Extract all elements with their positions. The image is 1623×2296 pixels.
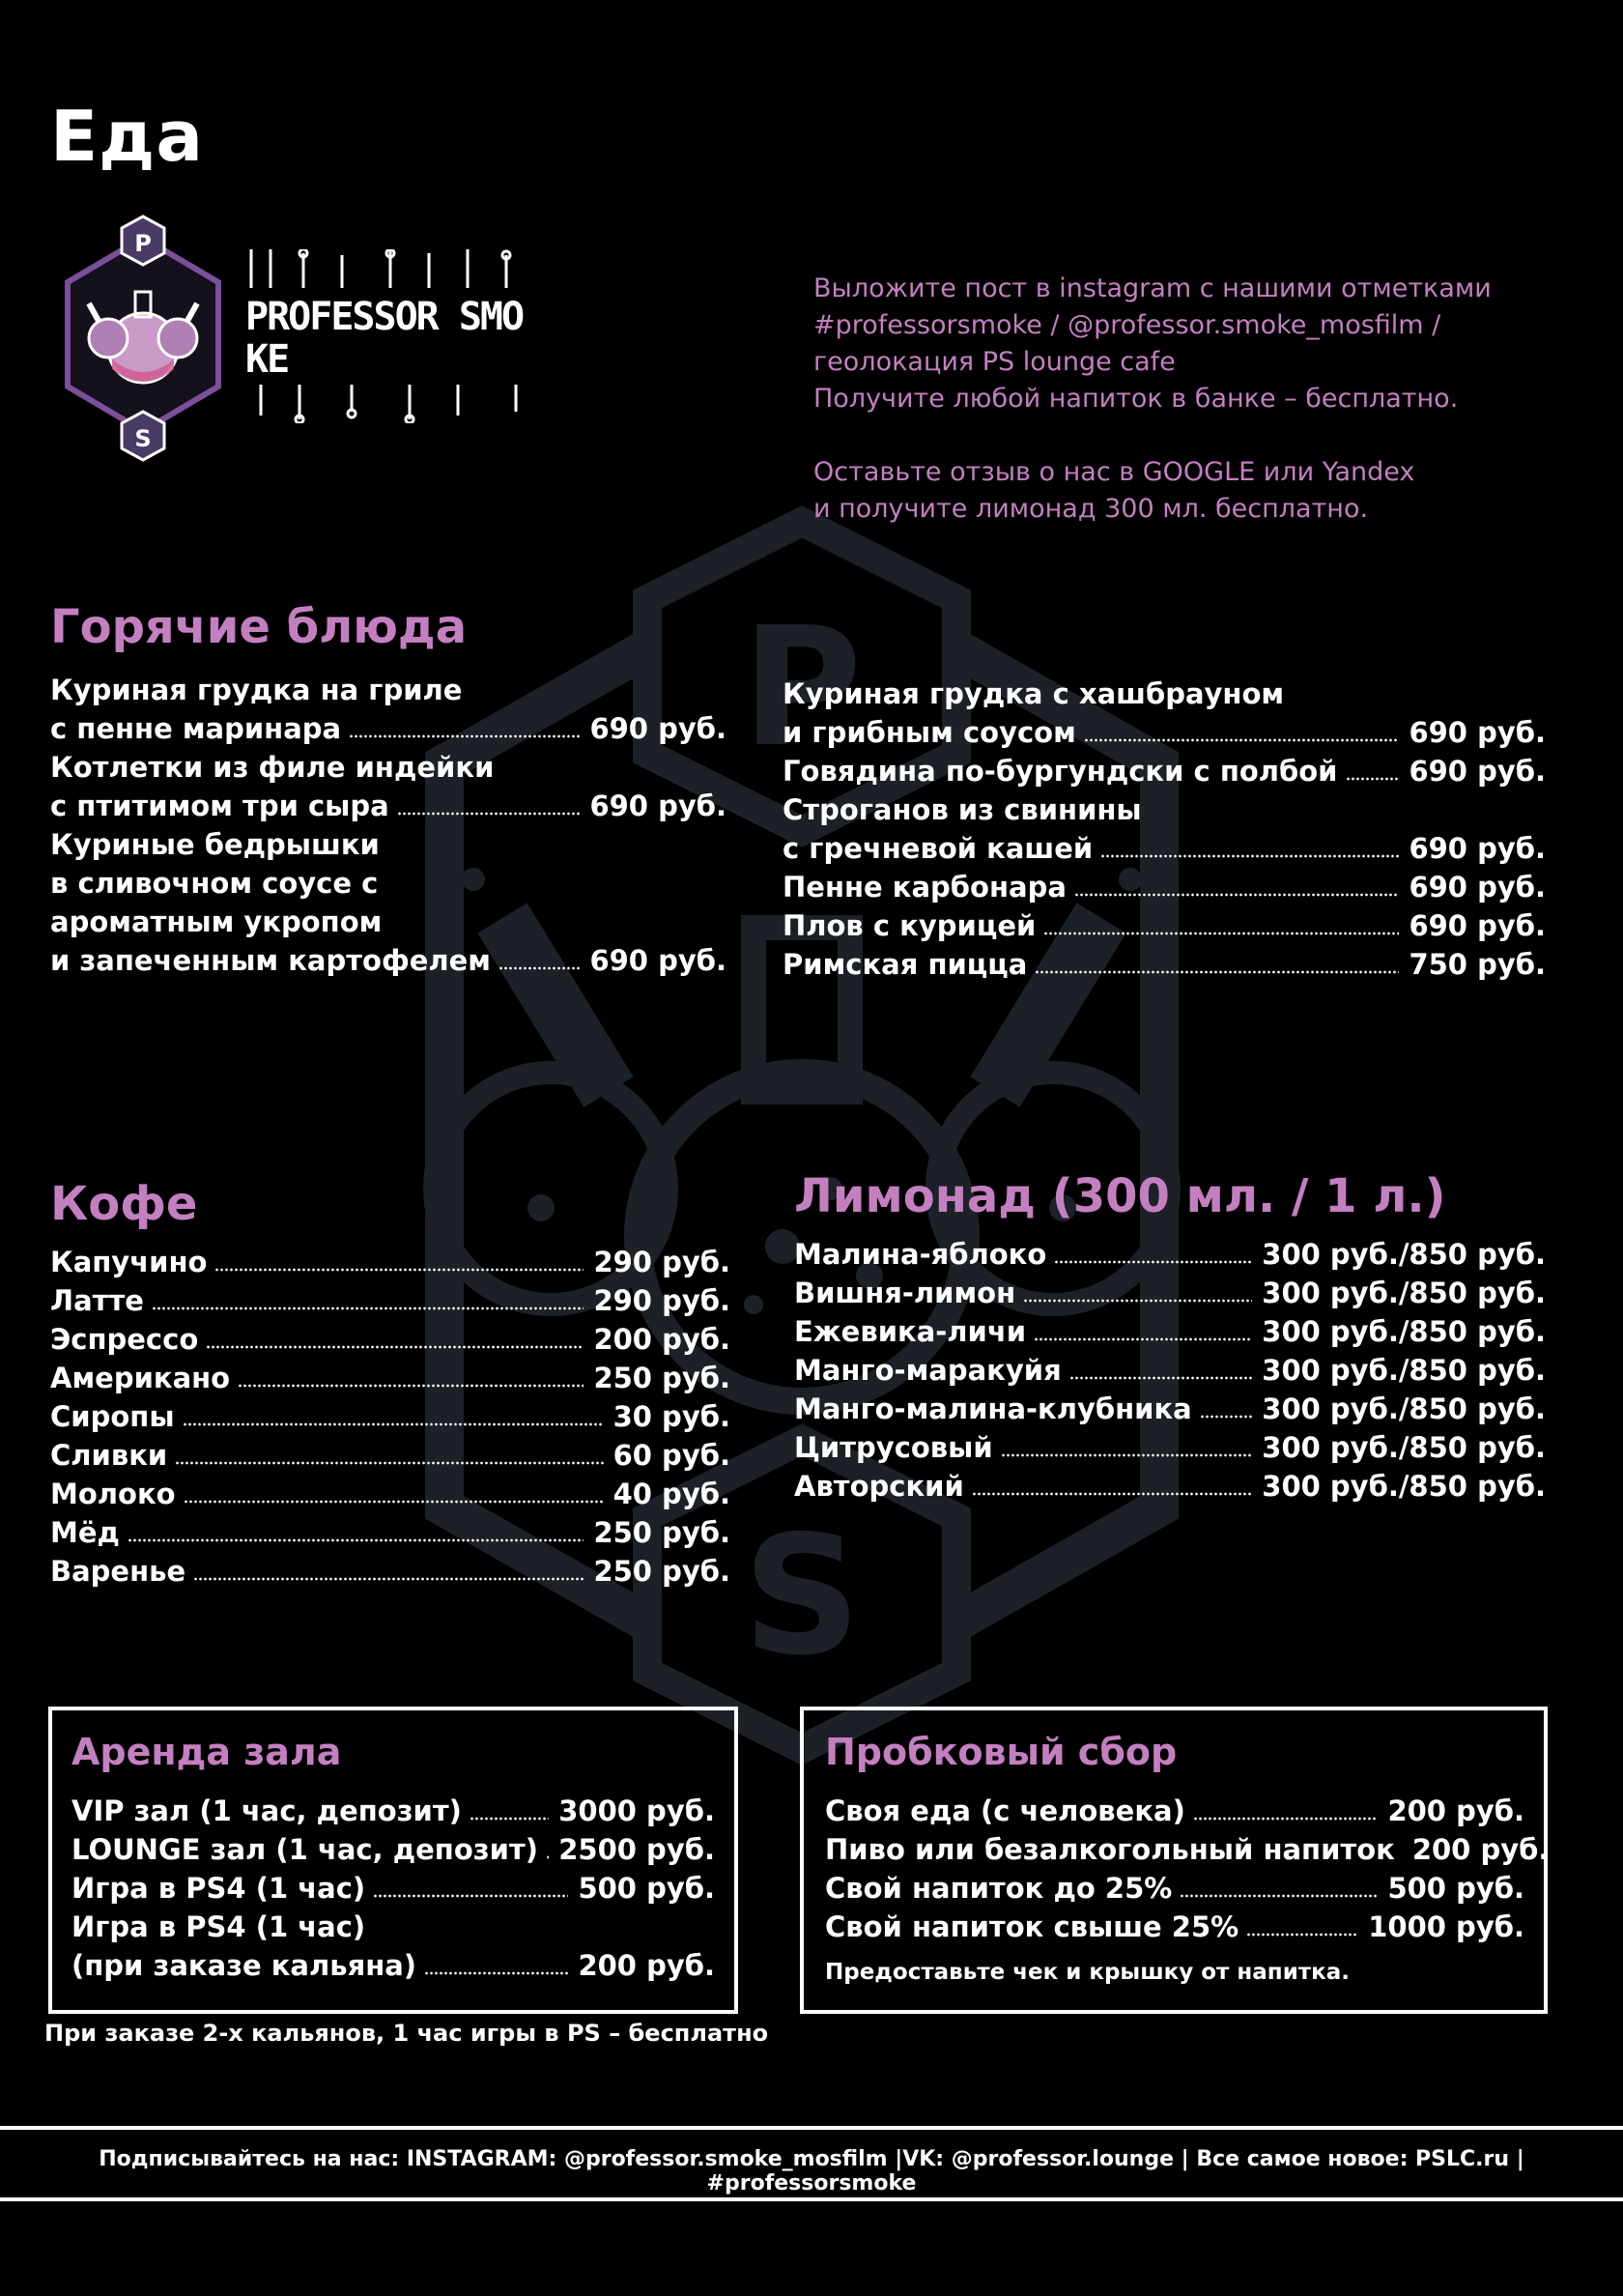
promo-line: #professorsmoke / @professor.smoke_mosfilm /	[813, 310, 1441, 340]
item-name: Вишня-лимон	[794, 1277, 1016, 1309]
item-name: Пиво или безалкогольный напиток	[825, 1833, 1395, 1866]
badge-letter-p: P	[134, 230, 152, 257]
item-name: VIP зал (1 час, депозит)	[71, 1794, 462, 1827]
leader-dots	[175, 1461, 603, 1465]
item-price: 60 руб.	[612, 1439, 730, 1472]
menu-row	[50, 864, 726, 903]
item-name: Манго-маракуйя	[794, 1354, 1062, 1387]
menu-row	[783, 906, 1546, 945]
item-price: 250 руб.	[593, 1516, 730, 1549]
item-name: ароматным укропом	[50, 905, 383, 938]
footer-social: Подписывайтесь на нас: INSTAGRAM: @professor.smoke_mosfilm |VK: @professor.lounge | Все самое новое: PSLC.ru | #professorsmoke	[99, 2147, 1524, 2196]
menu-row	[50, 903, 726, 941]
leader-dots	[1043, 932, 1399, 935]
item-name: Американо	[50, 1362, 231, 1394]
leader-dots	[424, 1971, 568, 1975]
coffee-list	[50, 1243, 730, 1591]
item-name: Куриная грудка на гриле	[50, 674, 463, 706]
hot-dishes-left	[50, 671, 726, 980]
item-name: Строганов из свинины	[783, 793, 1142, 826]
menu-row	[794, 1274, 1546, 1312]
item-price: 200 руб.	[578, 1949, 715, 1982]
logo-wordmark	[245, 249, 531, 423]
item-name: Ежевика-личи	[794, 1315, 1027, 1348]
leader-dots	[152, 1306, 584, 1310]
item-name: Свой напиток свыше 25%	[825, 1910, 1239, 1943]
leader-dots	[1200, 1415, 1253, 1419]
menu-row	[50, 1552, 730, 1591]
leader-dots	[1346, 777, 1400, 781]
leader-dots	[183, 1422, 604, 1426]
item-name: Игра в PS4 (1 час)	[71, 1872, 366, 1905]
menu-row	[71, 1908, 715, 1946]
leader-dots	[1084, 738, 1400, 742]
menu-row	[783, 945, 1546, 984]
leader-dots	[1001, 1453, 1253, 1457]
item-price: 500 руб.	[578, 1872, 715, 1905]
menu-row	[71, 1792, 715, 1830]
item-price: 3000 руб.	[558, 1794, 715, 1827]
menu-row	[825, 1792, 1524, 1830]
item-price: 290 руб.	[593, 1246, 730, 1278]
item-name: (при заказе кальяна)	[71, 1949, 417, 1982]
leader-dots	[193, 1577, 584, 1581]
item-price: 290 руб.	[593, 1284, 730, 1317]
menu-row	[50, 1436, 730, 1475]
watermark-letter-p: P	[741, 592, 863, 784]
menu-row	[783, 752, 1546, 790]
menu-row	[50, 825, 726, 864]
leader-dots	[1100, 854, 1399, 858]
corkage-note: Предоставьте чек и крышку от напитка.	[825, 1960, 1351, 1985]
lemonade-title: Лимонад (300 мл. / 1 л.)	[794, 1169, 1446, 1223]
menu-row	[783, 674, 1546, 713]
hall-rental-title: Аренда зала	[71, 1731, 342, 1773]
item-price: 200 руб.	[593, 1323, 730, 1356]
leader-dots	[470, 1817, 549, 1821]
menu-row	[794, 1428, 1546, 1467]
item-name: с пенне маринара	[50, 712, 342, 745]
item-price: 750 руб.	[1409, 948, 1546, 981]
promo-line: Выложите пост в instagram с нашими отметками	[813, 273, 1492, 303]
leader-dots	[1246, 1933, 1358, 1937]
item-name: и запеченным картофелем	[50, 944, 492, 977]
menu-row	[825, 1908, 1524, 1946]
item-name: Авторский	[794, 1470, 964, 1503]
item-price: 1000 руб.	[1368, 1910, 1524, 1943]
item-name: и грибным соусом	[783, 716, 1076, 749]
item-price: 690 руб.	[1409, 716, 1546, 749]
item-price: 300 руб./850 руб.	[1262, 1354, 1546, 1387]
item-name: Мёд	[50, 1516, 120, 1549]
menu-row	[783, 829, 1546, 868]
page-title: Еда	[50, 96, 204, 177]
watermark-letter-s: S	[742, 1501, 862, 1692]
menu-row	[794, 1351, 1546, 1390]
menu-row	[50, 1320, 730, 1359]
menu-row	[783, 713, 1546, 752]
menu-row	[50, 1475, 730, 1513]
menu-row	[825, 1869, 1524, 1908]
item-name: Молоко	[50, 1478, 176, 1510]
hall-rental-note: При заказе 2-х кальянов, 1 час игры в PS – бесплатно	[44, 2020, 769, 2047]
item-name: Говядина по-бургундски с полбой	[783, 755, 1338, 788]
leader-dots	[1034, 1337, 1252, 1341]
item-name: Котлетки из филе индейки	[50, 751, 495, 784]
leader-dots	[238, 1384, 584, 1388]
hall-rental-list	[71, 1792, 715, 1985]
item-name: в сливочном соусе с	[50, 867, 379, 900]
item-name: Варенье	[50, 1555, 186, 1588]
item-price: 200 руб.	[1411, 1833, 1550, 1866]
item-price: 300 руб./850 руб.	[1262, 1392, 1546, 1425]
item-name: Сиропы	[50, 1400, 175, 1433]
item-name: LOUNGE зал (1 час, депозит)	[71, 1833, 538, 1866]
logo-circuit-lines	[245, 249, 531, 423]
menu-row	[50, 1359, 730, 1397]
footer-divider-top	[0, 2126, 1623, 2130]
leader-dots	[349, 734, 580, 738]
item-price: 40 руб.	[612, 1478, 730, 1510]
promo-line: Оставьте отзыв о нас в GOOGLE или Yandex	[813, 457, 1415, 487]
badge-letter-s: S	[134, 425, 152, 452]
item-name: Игра в PS4 (1 час)	[71, 1910, 366, 1943]
menu-row	[50, 1281, 730, 1320]
item-name: Куриные бедрышки	[50, 828, 380, 861]
menu-row	[50, 748, 726, 787]
menu-row	[794, 1235, 1546, 1274]
menu-row	[71, 1869, 715, 1908]
item-name: Манго-малина-клубника	[794, 1392, 1192, 1425]
item-price: 690 руб.	[589, 944, 726, 977]
hot-dishes-title: Горячие блюда	[50, 600, 468, 654]
promo-block	[813, 271, 1586, 528]
item-price: 300 руб./850 руб.	[1262, 1238, 1546, 1271]
leader-dots	[972, 1492, 1252, 1496]
leader-dots	[128, 1538, 584, 1542]
item-price: 250 руб.	[593, 1362, 730, 1394]
item-name: Куриная грудка с хашбрауном	[783, 677, 1285, 710]
item-name: Плов с курицей	[783, 909, 1037, 942]
menu-row	[825, 1830, 1550, 1869]
item-name: Малина-яблоко	[794, 1238, 1047, 1271]
menu-row	[794, 1312, 1546, 1351]
footer-divider-bottom	[0, 2197, 1623, 2201]
item-name: Капучино	[50, 1246, 208, 1278]
leader-dots	[546, 1855, 549, 1859]
menu-row	[794, 1467, 1546, 1506]
item-price: 690 руб.	[1409, 832, 1546, 865]
item-name: Пенне карбонара	[783, 871, 1067, 904]
item-name: Римская пицца	[783, 948, 1028, 981]
menu-row	[50, 1513, 730, 1552]
item-price: 300 руб./850 руб.	[1262, 1315, 1546, 1348]
item-name: Цитрусовый	[794, 1431, 993, 1464]
menu-row	[50, 787, 726, 825]
menu-row	[50, 709, 726, 748]
item-price: 690 руб.	[589, 789, 726, 822]
item-price: 500 руб.	[1387, 1872, 1524, 1905]
item-name: Сливки	[50, 1439, 168, 1472]
menu-row	[50, 671, 726, 709]
item-price: 250 руб.	[593, 1555, 730, 1588]
corkage-title: Пробковый сбор	[825, 1731, 1178, 1773]
leader-dots	[1023, 1299, 1252, 1303]
item-price: 690 руб.	[1409, 909, 1546, 942]
leader-dots	[397, 812, 581, 816]
leader-dots	[214, 1268, 584, 1272]
item-name: Свой напиток до 25%	[825, 1872, 1173, 1905]
menu-row	[783, 790, 1546, 829]
leader-dots	[1054, 1260, 1252, 1264]
logo-badge	[54, 215, 232, 462]
leader-dots	[1180, 1894, 1378, 1898]
corkage-box	[800, 1707, 1548, 2014]
item-price: 690 руб.	[1409, 871, 1546, 904]
item-price: 200 руб.	[1387, 1794, 1524, 1827]
leader-dots	[1035, 970, 1399, 974]
lemonade-list	[794, 1235, 1546, 1506]
corkage-list	[825, 1792, 1550, 1946]
promo-line: и получите лимонад 300 мл. бесплатно.	[813, 494, 1369, 524]
item-price: 300 руб./850 руб.	[1262, 1470, 1546, 1503]
hall-rental-box	[48, 1707, 738, 2014]
leader-dots	[1074, 893, 1400, 897]
item-name: Латте	[50, 1284, 144, 1317]
menu-row	[71, 1946, 715, 1985]
leader-dots	[1193, 1817, 1379, 1821]
leader-dots	[373, 1894, 568, 1898]
item-name: Эспрессо	[50, 1323, 199, 1356]
promo-line: геолокация PS lounge cafe	[813, 347, 1176, 377]
item-price: 300 руб./850 руб.	[1262, 1277, 1546, 1309]
item-price: 300 руб./850 руб.	[1262, 1431, 1546, 1464]
menu-row	[71, 1830, 715, 1869]
menu-row	[794, 1390, 1546, 1428]
item-name: с птитимом три сыра	[50, 789, 389, 822]
logo-wordmark-text: PROFESSOR SMOKE	[245, 295, 524, 382]
item-price: 690 руб.	[1409, 755, 1546, 788]
item-price: 690 руб.	[589, 712, 726, 745]
menu-row	[783, 868, 1546, 906]
leader-dots	[206, 1345, 584, 1349]
leader-dots	[184, 1500, 604, 1504]
menu-row	[50, 1397, 730, 1436]
item-name: с гречневой кашей	[783, 832, 1094, 865]
promo-line: Получите любой напиток в банке – бесплатно.	[813, 384, 1459, 414]
item-name: Своя еда (с человека)	[825, 1794, 1185, 1827]
menu-row	[50, 1243, 730, 1281]
leader-dots	[498, 966, 580, 970]
hot-dishes-right	[783, 674, 1546, 984]
coffee-title: Кофе	[50, 1177, 198, 1231]
menu-row	[50, 941, 726, 980]
item-price: 30 руб.	[612, 1400, 730, 1433]
leader-dots	[1069, 1376, 1253, 1380]
item-price: 2500 руб.	[558, 1833, 715, 1866]
